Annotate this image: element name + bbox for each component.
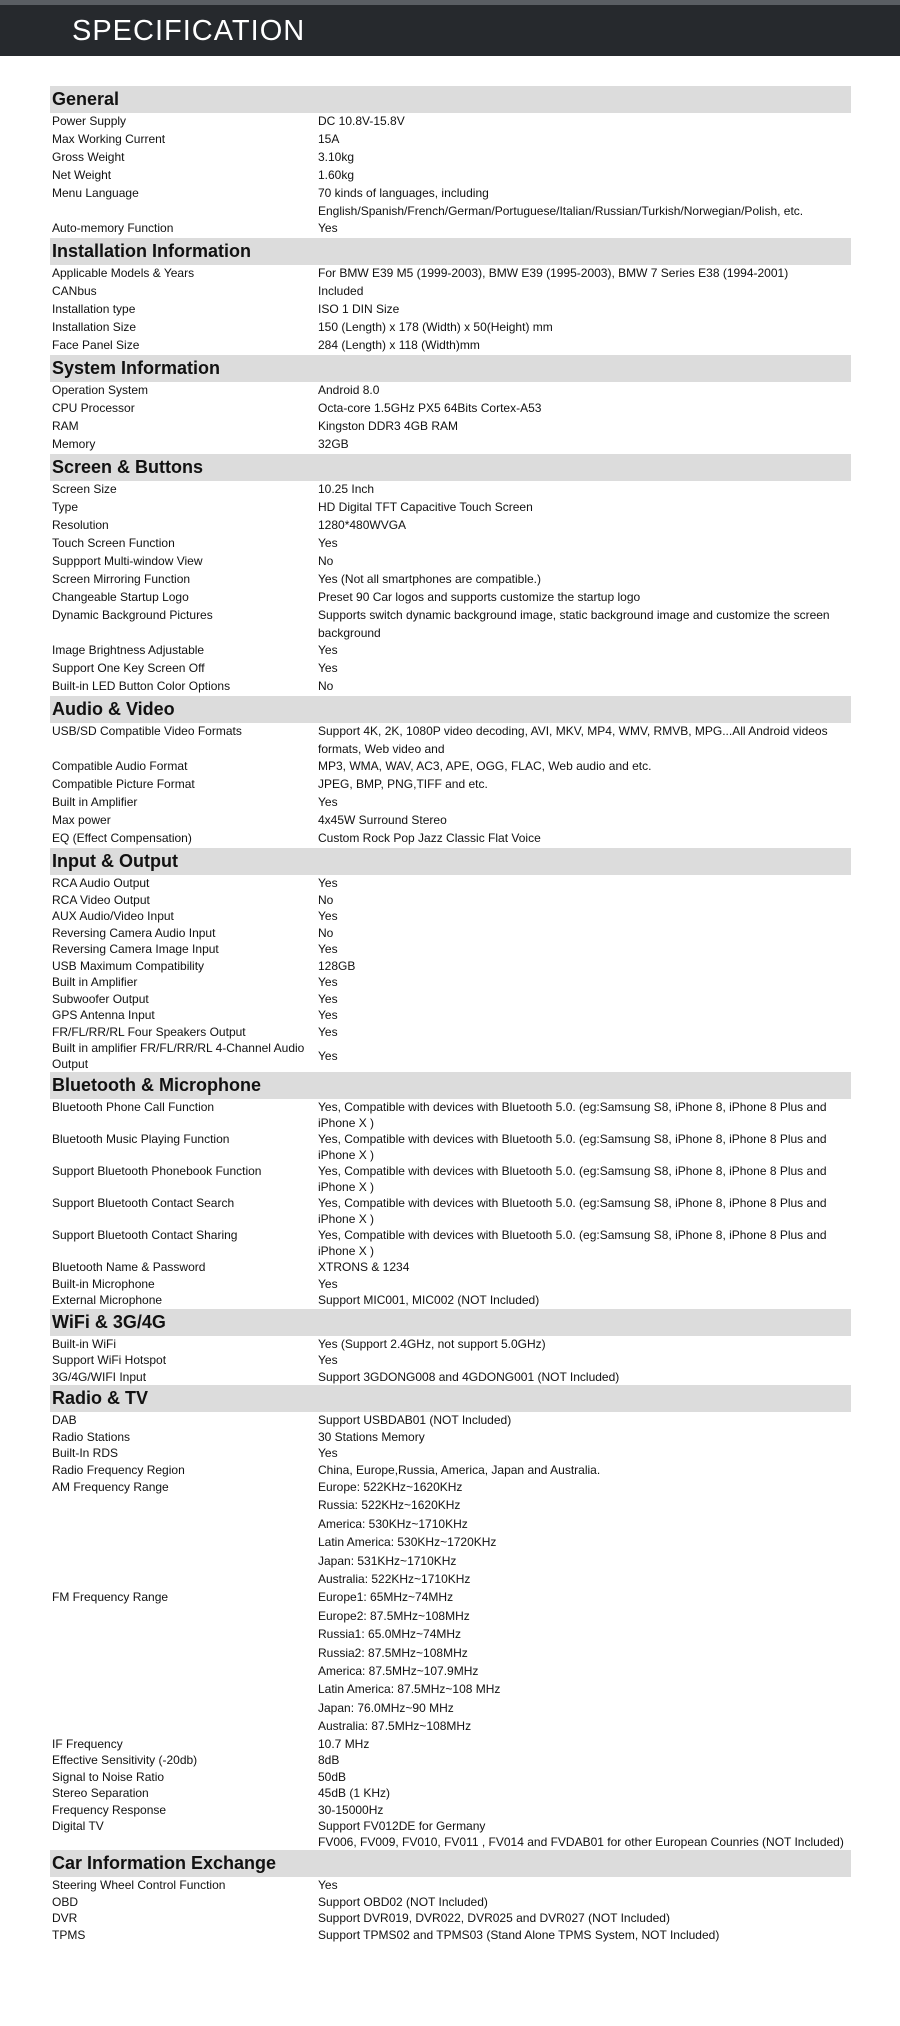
spec-section (50, 238, 851, 355)
spec-row (50, 1195, 851, 1227)
spec-label: Support Bluetooth Phonebook Function (52, 1164, 262, 1178)
spec-section (50, 1385, 851, 1850)
spec-label: Subwoofer Output (52, 991, 149, 1006)
spec-section (50, 86, 851, 238)
spec-section (50, 1309, 851, 1386)
spec-value: XTRONS & 1234 (318, 1260, 410, 1274)
spec-row (50, 660, 851, 678)
section-rows (50, 1099, 851, 1309)
spec-label: Installation Size (52, 320, 137, 334)
spec-row (50, 991, 851, 1008)
spec-row (50, 1099, 851, 1131)
spec-label: Built-in Microphone (52, 1276, 155, 1291)
section-header: Audio & Video (50, 696, 851, 723)
spec-value: Yes, Compatible with devices with Bluetooth 5.0. (eg:Samsung S8, iPhone 8, iPhone 8 Plus and iPhone X ) (318, 1132, 827, 1162)
spec-row (50, 758, 851, 776)
spec-row (50, 1259, 851, 1276)
spec-value: ISO 1 DIN Size (318, 302, 400, 316)
spec-value: Support USBDAB01 (NOT Included) (318, 1413, 512, 1427)
spec-row (50, 337, 851, 355)
spec-value: No (318, 554, 334, 568)
spec-row (50, 1024, 851, 1041)
spec-row (50, 1445, 851, 1462)
spec-row (50, 1769, 851, 1786)
spec-row (50, 1276, 851, 1293)
spec-row (50, 131, 851, 149)
spec-label: AM Frequency Range (52, 1480, 169, 1494)
spec-row (50, 1369, 851, 1386)
spec-row (50, 1894, 851, 1911)
spec-label: Support Bluetooth Contact Search (52, 1196, 235, 1210)
section-header: Installation Information (50, 238, 851, 265)
spec-label: IF Frequency (52, 1736, 123, 1751)
spec-row (50, 283, 851, 301)
spec-value: Yes (318, 942, 338, 956)
spec-label: Screen Mirroring Function (52, 572, 191, 586)
spec-label: Net Weight (52, 168, 112, 182)
spec-label: Max Working Current (52, 132, 166, 146)
spec-row (50, 776, 851, 794)
spec-label: Built in Amplifier (52, 795, 138, 809)
spec-label: CANbus (52, 284, 97, 298)
spec-row (50, 1877, 851, 1894)
spec-label: Bluetooth Phone Call Function (52, 1100, 215, 1114)
spec-value: Yes (318, 536, 338, 550)
spec-value: Yes, Compatible with devices with Bluetooth 5.0. (eg:Samsung S8, iPhone 8, iPhone 8 Plus and iPhone X ) (318, 1100, 827, 1130)
spec-section (50, 355, 851, 454)
spec-value: 8dB (318, 1753, 340, 1768)
spec-row (50, 553, 851, 571)
spec-label: Effective Sensitivity (-20db) (52, 1753, 198, 1768)
spec-value: Yes (318, 795, 338, 809)
spec-value: Europe1: 65MHz~74MHz Europe2: 87.5MHz~108MHz Russia1: 65.0MHz~74MHz Russia2: 87.5MHz~108MHz America: 87.5MHz~107.9MHz Latin America: 87.5MHz~108 MHz Japan: 76.0MHz~90 MHz Australia: 87.5MHz~108MHz (318, 1590, 501, 1734)
spec-row (50, 571, 851, 589)
spec-value: Support MIC001, MIC002 (NOT Included) (318, 1293, 540, 1307)
spec-value: Yes (318, 643, 338, 657)
spec-value: Included (318, 284, 364, 298)
spec-row (50, 1785, 851, 1802)
spec-value: Support TPMS02 and TPMS03 (Stand Alone TPMS System, NOT Included) (318, 1927, 720, 1942)
spec-value: Supports switch dynamic background image, static background image and customize the screen background (318, 608, 830, 640)
spec-label: Changeable Startup Logo (52, 590, 189, 604)
spec-label: Dynamic Background Pictures (52, 608, 213, 622)
spec-label: Compatible Audio Format (52, 759, 188, 773)
section-rows (50, 382, 851, 454)
spec-row (50, 1818, 851, 1850)
spec-value: Octa-core 1.5GHz PX5 64Bits Cortex-A53 (318, 401, 542, 415)
section-header: General (50, 86, 851, 113)
spec-value: Yes (Not all smartphones are compatible.) (318, 572, 541, 586)
section-rows (50, 723, 851, 848)
spec-value: Custom Rock Pop Jazz Classic Flat Voice (318, 831, 541, 845)
spec-label: Screen Size (52, 482, 117, 496)
section-header: WiFi & 3G/4G (50, 1309, 851, 1336)
spec-label: GPS Antenna Input (52, 1008, 155, 1022)
spec-value: 30 Stations Memory (318, 1429, 425, 1444)
spec-value: China, Europe,Russia, America, Japan and Australia. (318, 1462, 601, 1477)
spec-label: Menu Language (52, 186, 139, 200)
spec-row (50, 794, 851, 812)
spec-row (50, 723, 851, 758)
spec-value: Yes (318, 1276, 338, 1291)
spec-row (50, 220, 851, 238)
spec-row (50, 974, 851, 991)
spec-label: Reversing Camera Image Input (52, 942, 219, 956)
spec-label: Resolution (52, 518, 109, 532)
spec-value: 10.7 MHz (318, 1736, 370, 1751)
section-header: Car Information Exchange (50, 1850, 851, 1877)
spec-label: TPMS (52, 1927, 86, 1942)
section-header: System Information (50, 355, 851, 382)
spec-row (50, 1802, 851, 1819)
spec-label: Built-In RDS (52, 1446, 119, 1460)
spec-value: Support 4K, 2K, 1080P video decoding, AVI, MKV, MP4, WMV, RMVB, MPG...All Android videos formats, Web video and (318, 724, 828, 756)
section-header: Screen & Buttons (50, 454, 851, 481)
spec-row (50, 1927, 851, 1944)
spec-value: Yes (318, 975, 338, 989)
spec-label: RCA Audio Output (52, 876, 150, 890)
spec-row (50, 418, 851, 436)
spec-label: FM Frequency Range (52, 1590, 169, 1605)
spec-value: Yes (318, 991, 338, 1006)
header-bar (0, 0, 900, 56)
spec-label: Max power (52, 813, 111, 827)
spec-label: Support Bluetooth Contact Sharing (52, 1228, 238, 1242)
spec-row (50, 1352, 851, 1369)
spec-row (50, 113, 851, 131)
spec-row (50, 301, 851, 319)
spec-value: For BMW E39 M5 (1999-2003), BMW E39 (1995-2003), BMW 7 Series E38 (1994-2001) (318, 266, 789, 280)
spec-row (50, 607, 851, 642)
spec-label: Memory (52, 437, 96, 451)
spec-label: Radio Frequency Region (52, 1462, 185, 1477)
spec-label: Installation type (52, 302, 136, 316)
spec-row (50, 167, 851, 185)
spec-value: 30-15000Hz (318, 1802, 384, 1817)
spec-label: Stereo Separation (52, 1786, 149, 1801)
spec-value: Support DVR019, DVR022, DVR025 and DVR027 (NOT Included) (318, 1911, 670, 1926)
spec-row (50, 499, 851, 517)
spec-value: Support OBD02 (NOT Included) (318, 1894, 488, 1909)
spec-label: DVR (52, 1911, 78, 1926)
spec-row (50, 1752, 851, 1769)
spec-row (50, 400, 851, 418)
spec-value: 50dB (318, 1769, 347, 1784)
spec-row (50, 908, 851, 925)
spec-label: Image Brightness Adjustable (52, 643, 205, 657)
spec-row (50, 1478, 851, 1588)
spec-row (50, 1007, 851, 1024)
spec-value: Kingston DDR3 4GB RAM (318, 419, 459, 433)
spec-label: Gross Weight (52, 150, 125, 164)
spec-row (50, 642, 851, 660)
spec-value: 150 (Length) x 178 (Width) x 50(Height) mm (318, 320, 553, 334)
spec-value: Yes (318, 909, 338, 923)
spec-label: Frequency Response (52, 1802, 167, 1817)
spec-row (50, 185, 851, 220)
spec-section (50, 1850, 851, 1943)
spec-label: Steering Wheel Control Function (52, 1878, 226, 1893)
spec-row (50, 517, 851, 535)
spec-row (50, 875, 851, 892)
spec-label: Type (52, 500, 79, 514)
spec-label: Digital TV (52, 1819, 104, 1834)
spec-row (50, 1336, 851, 1353)
spec-value: MP3, WMA, WAV, AC3, APE, OGG, FLAC, Web audio and etc. (318, 759, 652, 773)
spec-value: 10.25 Inch (318, 482, 375, 496)
section-rows (50, 113, 851, 238)
spec-row (50, 589, 851, 607)
spec-section (50, 454, 851, 696)
spec-row (50, 941, 851, 958)
spec-label: Support One Key Screen Off (52, 661, 205, 675)
spec-label: Bluetooth Music Playing Function (52, 1132, 230, 1146)
spec-label: Signal to Noise Ratio (52, 1769, 165, 1784)
spec-value: 1.60kg (318, 168, 355, 182)
spec-value: 70 kinds of languages, including English/Spanish/French/German/Portuguese/Italian/Russian/Turkish/Norwegian/Polish, etc. (318, 186, 804, 218)
spec-label: RCA Video Output (52, 892, 150, 907)
spec-label: Face Panel Size (52, 338, 140, 352)
spec-value: 32GB (318, 437, 349, 451)
spec-value: Yes, Compatible with devices with Bluetooth 5.0. (eg:Samsung S8, iPhone 8, iPhone 8 Plus and iPhone X ) (318, 1164, 827, 1194)
spec-row (50, 436, 851, 454)
spec-label: External Microphone (52, 1293, 163, 1307)
spec-row (50, 892, 851, 909)
spec-row (50, 149, 851, 167)
spec-row (50, 1292, 851, 1309)
spec-label: Suppport Multi-window View (52, 554, 203, 568)
spec-value: Yes, Compatible with devices with Bluetooth 5.0. (eg:Samsung S8, iPhone 8, iPhone 8 Plus and iPhone X ) (318, 1196, 827, 1226)
section-rows (50, 1412, 851, 1850)
spec-value: DC 10.8V-15.8V (318, 114, 405, 128)
spec-value: 3.10kg (318, 150, 355, 164)
spec-value: Yes, Compatible with devices with Bluetooth 5.0. (eg:Samsung S8, iPhone 8, iPhone 8 Plus and iPhone X ) (318, 1228, 827, 1258)
spec-value: Yes (318, 661, 338, 675)
spec-value: JPEG, BMP, PNG,TIFF and etc. (318, 777, 488, 791)
spec-row (50, 1163, 851, 1195)
spec-label: Auto-memory Function (52, 221, 174, 235)
spec-value: Yes (318, 1008, 338, 1022)
spec-value: 15A (318, 132, 340, 146)
section-rows (50, 875, 851, 1072)
spec-row (50, 265, 851, 283)
spec-value: Yes (318, 1353, 338, 1367)
spec-row (50, 1412, 851, 1429)
spec-label: Touch Screen Function (52, 536, 175, 550)
spec-value: Yes (318, 1446, 338, 1460)
spec-label: Radio Stations (52, 1429, 131, 1444)
spec-label: 3G/4G/WIFI Input (52, 1369, 147, 1384)
spec-value: Android 8.0 (318, 383, 380, 397)
spec-label: EQ (Effect Compensation) (52, 831, 192, 845)
spec-value: 45dB (1 KHz) (318, 1786, 391, 1801)
spec-label: Power Supply (52, 114, 127, 128)
spec-value: Preset 90 Car logos and supports customize the startup logo (318, 590, 641, 604)
section-rows (50, 265, 851, 355)
spec-value: No (318, 892, 334, 907)
spec-value: No (318, 925, 334, 940)
spec-value: Yes (318, 876, 338, 890)
spec-value: Europe: 522KHz~1620KHz Russia: 522KHz~1620KHz America: 530KHz~1710KHz Latin America: 530KHz~1720KHz Japan: 531KHz~1710KHz Australia: 522KHz~1710KHz (318, 1480, 497, 1587)
spec-label: USB/SD Compatible Video Formats (52, 724, 242, 738)
spec-row (50, 812, 851, 830)
spec-value: Yes (Support 2.4GHz, not support 5.0GHz) (318, 1336, 546, 1351)
spec-value: Yes (318, 1049, 338, 1063)
spec-label: OBD (52, 1894, 79, 1909)
spec-value: Support 3GDONG008 and 4GDONG001 (NOT Included) (318, 1369, 620, 1384)
spec-value: 284 (Length) x 118 (Width)mm (318, 338, 480, 352)
spec-value: 128GB (318, 958, 356, 973)
spec-section (50, 848, 851, 1072)
spec-label: Built in Amplifier (52, 975, 138, 989)
spec-label: AUX Audio/Video Input (52, 909, 174, 923)
spec-row (50, 382, 851, 400)
spec-label: Built in amplifier FR/FL/RR/RL 4-Channel Audio Output (52, 1041, 305, 1071)
section-rows (50, 1877, 851, 1943)
spec-label: DAB (52, 1413, 77, 1427)
spec-row (50, 958, 851, 975)
spec-row (50, 678, 851, 696)
spec-value: Support FV012DE for Germany FV006, FV009, FV010, FV011 , FV014 and FVDAB01 for other European Counries (NOT Included) (318, 1819, 844, 1850)
spec-row (50, 1462, 851, 1479)
spec-label: Reversing Camera Audio Input (52, 925, 216, 940)
spec-label: CPU Processor (52, 401, 135, 415)
specification-table (50, 86, 851, 1943)
spec-label: USB Maximum Compatibility (52, 958, 205, 973)
spec-label: Built-in LED Button Color Options (52, 679, 231, 693)
spec-row (50, 1910, 851, 1927)
spec-row (50, 1227, 851, 1259)
spec-label: Compatible Picture Format (52, 777, 195, 791)
spec-row (50, 481, 851, 499)
spec-value: 1280*480WVGA (318, 518, 407, 532)
section-rows (50, 1336, 851, 1386)
spec-label: RAM (52, 419, 79, 433)
spec-label: Support WiFi Hotspot (52, 1353, 167, 1367)
spec-value: Yes (318, 221, 338, 235)
spec-row (50, 535, 851, 553)
page-title: SPECIFICATION (72, 15, 306, 47)
spec-section (50, 1072, 851, 1309)
spec-label: Operation System (52, 383, 149, 397)
spec-label: FR/FL/RR/RL Four Speakers Output (52, 1024, 246, 1039)
spec-value: 4x45W Surround Stereo (318, 813, 447, 827)
spec-row (50, 925, 851, 942)
section-header: Bluetooth & Microphone (50, 1072, 851, 1099)
section-rows (50, 481, 851, 696)
spec-value: No (318, 679, 334, 693)
spec-row (50, 830, 851, 848)
spec-row (50, 1429, 851, 1446)
spec-label: Applicable Models & Years (52, 266, 195, 280)
section-header: Input & Output (50, 848, 851, 875)
spec-value: Yes (318, 1024, 338, 1039)
spec-label: Bluetooth Name & Password (52, 1260, 206, 1274)
spec-row (50, 319, 851, 337)
spec-value: HD Digital TFT Capacitive Touch Screen (318, 500, 533, 514)
spec-row (50, 1736, 851, 1753)
section-header: Radio & TV (50, 1385, 851, 1412)
spec-section (50, 696, 851, 848)
spec-row (50, 1131, 851, 1163)
spec-value: Yes (318, 1878, 338, 1893)
spec-row (50, 1040, 851, 1072)
spec-row (50, 1588, 851, 1735)
spec-label: Built-in WiFi (52, 1336, 117, 1351)
